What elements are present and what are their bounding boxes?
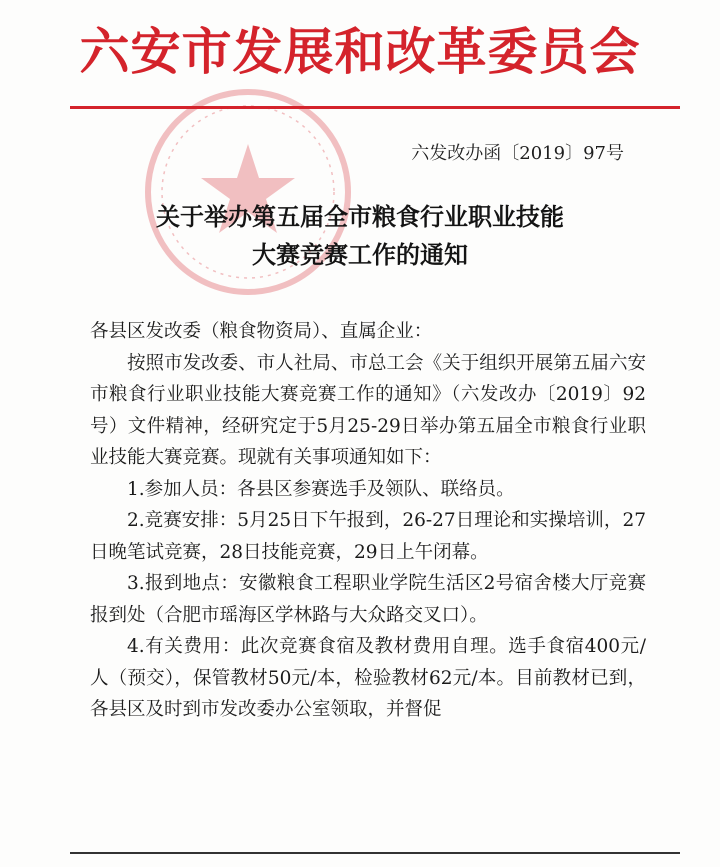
footer-divider <box>70 852 680 854</box>
document-title-line-2: 大赛竞赛工作的通知 <box>252 240 468 269</box>
item-schedule: 2.竞赛安排：5月25日下午报到，26-27日理论和实操培训，27日晚笔试竞赛，28日技能竞赛，29日上午闭幕。 <box>90 510 646 563</box>
item-participants: 1.参加人员：各县区参赛选手及领队、联络员。 <box>127 478 515 500</box>
item-registration-location: 3.报到地点：安徽粮食工程职业学院生活区2号宿舍楼大厅竞赛报到处（合肥市瑶海区学林路与大众路交叉口）。 <box>90 573 646 626</box>
document-body <box>90 316 646 726</box>
intro-paragraph: 按照市发改委、市人社局、市总工会《关于组织开展第五届六安市粮食行业职业技能大赛竞赛工作的通知》（六发改办〔2019〕92号）文件精神，经研究定于5月25-29日举办第五届全市粮食行业职业技能大赛竞赛。现就有关事项通知如下： <box>90 352 646 468</box>
item-fees: 4.有关费用：此次竞赛食宿及教材费用自理。选手食宿400元/人（预交），保管教材50元/本，检验教材62元/本。目前教材已到，各县区及时到市发改委办公室领取，并督促 <box>90 636 646 720</box>
document-title <box>0 198 720 274</box>
issuing-organization-heading: 六安市发展和改革委员会 <box>79 22 641 81</box>
document-title-line-1: 关于举办第五届全市粮食行业职业技能 <box>156 202 564 231</box>
document-number: 六发改办函〔2019〕97号 <box>411 143 624 164</box>
salutation: 各县区发改委（粮食物资局）、直属企业： <box>90 321 433 342</box>
